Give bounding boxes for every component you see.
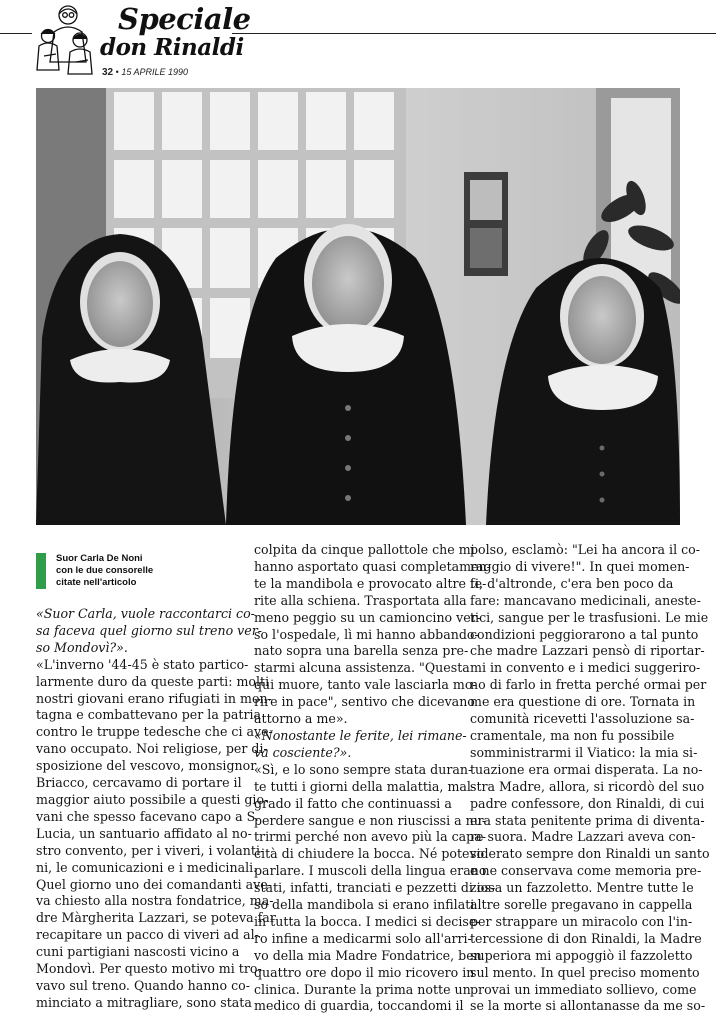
article-line: qui muore, tanto vale lasciarla mo- — [254, 677, 477, 693]
article-line: siderato sempre don Rinaldi un santo — [470, 846, 710, 862]
issue-separator: • — [115, 67, 119, 77]
article-line: ziosa un fazzoletto. Mentre tutte le — [470, 880, 694, 896]
article-line: Quel giorno uno dei comandanti ave- — [36, 876, 272, 892]
article-line: altre sorelle pregavano in cappella — [470, 897, 693, 913]
article-line: somministrarmi il Viatico: la mia si- — [470, 744, 698, 760]
article-line: e ne conservava come memoria pre- — [470, 863, 702, 879]
article-line: condizioni peggiorarono a tal punto — [470, 626, 699, 642]
article-line: stra Madre, allora, si ricordò del suo — [470, 778, 705, 794]
article-line: tercessione di don Rinaldi, la Madre — [470, 930, 702, 946]
header-rule-left — [0, 33, 32, 34]
article-line: se la morte si allontanasse da me so- — [470, 998, 706, 1014]
caption-marker — [36, 553, 46, 589]
article-line: nato sopra una barella senza pre- — [254, 643, 469, 659]
article-line: clinica. Durante la prima notte un — [254, 981, 471, 997]
article-line: vano occupato. Noi religiose, per di- — [36, 741, 268, 757]
page-number: 32 — [102, 67, 114, 78]
article-line: stro convento, per i viveri, i volanti- — [36, 842, 265, 858]
article-column-3 — [470, 542, 710, 1015]
article-line: mi in convento e i medici suggeriro- — [470, 660, 701, 676]
article-line: te tutti i giorni della malattia, mal- — [254, 778, 476, 794]
article-line: sposizione del vescovo, monsignor — [36, 758, 257, 774]
article-line: comunità ricevetti l'assoluzione sa- — [470, 711, 695, 727]
article-line: «Nonostante le ferite, lei rimane- — [254, 727, 467, 743]
article-line: cramentale, ma non fu possibile — [470, 727, 675, 743]
section-title-line2: don Rinaldi — [100, 34, 244, 61]
article-line: vo della mia Madre Fondatrice, ben — [254, 947, 482, 963]
article-line: hanno asportato quasi completamen- — [254, 558, 491, 574]
article-line: so l'ospedale, lì mi hanno abbando- — [254, 626, 479, 642]
article-line: cuni partigiani nascosti vicino a — [36, 944, 240, 960]
article-line: recapitare un pacco di viveri ad al- — [36, 927, 259, 943]
article-line: starmi alcuna assistenza. "Questa — [254, 660, 470, 676]
section-title-line1: Speciale — [118, 2, 251, 36]
article-line: in tutta la bocca. I medici si decise- — [254, 913, 481, 929]
article-line: rire in pace", sentivo che dicevano — [254, 694, 475, 710]
photo-three-nuns — [36, 88, 680, 525]
article-line: polso, esclamò: "Lei ha ancora il co- — [470, 542, 700, 557]
article-line: «Suor Carla, vuole raccontarci co- — [36, 606, 255, 621]
article-line: minciato a mitragliare, sono stata — [36, 994, 252, 1010]
article-line: «Sì, e lo sono sempre stata duran- — [254, 761, 473, 777]
issue-info — [102, 67, 188, 78]
article-line: te la mandibola e provocato altre fe- — [254, 575, 487, 591]
article-line: quattro ore dopo il mio ricovero in — [254, 964, 475, 980]
article-line: padre confessore, don Rinaldi, di cui — [470, 795, 705, 811]
article-line: cità di chiudere la bocca. Né potevo — [254, 846, 485, 862]
article-line: fare: mancavano medicinali, aneste- — [470, 592, 701, 608]
priest-with-children-logo — [32, 2, 102, 76]
article-line: Briacco, cercavamo di portare il — [36, 775, 242, 791]
article-line: larmente duro da queste parti: molti — [36, 673, 270, 689]
article-line: colpita da cinque pallottole che mi — [254, 542, 475, 557]
article-line: tici, sangue per le trasfusioni. Le mie — [470, 609, 709, 625]
article-line: sul mento. In quel preciso momento — [470, 964, 700, 980]
article-line: stati, infatti, tranciati e pezzetti di os- — [254, 880, 496, 896]
caption-line: con le due consorelle — [56, 565, 154, 576]
article-line: dre Màrgherita Lazzari, se poteva far — [36, 910, 276, 926]
article-line: tagna e combattevano per la patria — [36, 707, 262, 723]
article-line: so della mandibola si erano infilati — [254, 897, 475, 913]
issue-date: 15 APRILE 1990 — [121, 67, 189, 77]
article-line: Mondovì. Per questo motivo mi tro- — [36, 961, 262, 977]
article-column-2 — [254, 542, 496, 1015]
article-line: attorno a me». — [254, 711, 348, 727]
article-line: me era questione di ore. Tornata in — [470, 694, 696, 710]
header-rule-right — [232, 33, 716, 34]
article-line: «L'inverno '44-45 è stato partico- — [36, 656, 249, 672]
article-line: trirmi perché non avevo più la capa- — [254, 829, 486, 845]
article-line: rite alla schiena. Trasportata alla — [254, 592, 467, 608]
article-line: Lucia, un santuario affidato al no- — [36, 825, 252, 841]
article-line: provai un immediato sollievo, come — [470, 981, 697, 997]
article-line: perdere sangue e non riuscissi a nu- — [254, 812, 487, 828]
caption-line: citate nell'articolo — [56, 577, 137, 588]
article-line: meno peggio su un camioncino ver- — [254, 609, 481, 625]
article-line: va chiesto alla nostra fondatrice, ma- — [36, 893, 274, 909]
article-line: sa faceva quel giorno sul treno ver- — [36, 622, 262, 638]
article-line: vani che spesso facevano capo a S. — [36, 808, 259, 824]
article-line: va cosciente?». — [254, 744, 352, 760]
article-line: superiora mi appoggiò il fazzoletto — [470, 947, 693, 963]
article-line: vavo sul treno. Quando hanno co- — [36, 977, 250, 993]
article-line: che madre Lazzari pensò di riportar- — [470, 643, 705, 659]
article-line: raggio di vivere!". In quei momen- — [470, 558, 690, 574]
photo-caption — [56, 553, 186, 589]
article-line: tuazione era ormai disperata. La no- — [470, 761, 703, 777]
caption-line: Suor Carla De Noni — [56, 553, 143, 564]
article-line: re suora. Madre Lazzari aveva con- — [470, 829, 696, 845]
article-line: era stata penitente prima di diventa- — [470, 812, 705, 828]
article-line: medico di guardia, toccandomi il — [254, 998, 464, 1014]
article-line: so Mondovì?». — [36, 639, 128, 655]
article-column-1 — [36, 606, 276, 1012]
article-line: grado il fatto che continuassi a — [254, 795, 452, 811]
article-line: no di farlo in fretta perché ormai per — [470, 677, 707, 693]
article-line: parlare. I muscoli della lingua erano — [254, 863, 487, 879]
article-line: ni, le comunicazioni e i medicinali. — [36, 859, 258, 875]
article-line: maggior aiuto possibile a questi gio- — [36, 791, 269, 807]
article-line: contro le truppe tedesche che ci ave- — [36, 724, 273, 740]
article-line: per strappare un miracolo con l'in- — [470, 913, 693, 929]
article-line: ti, d'altronde, c'era ben poco da — [470, 575, 674, 591]
article-line: nostri giovani erano rifugiati in mon- — [36, 690, 272, 706]
article-line: ro infine a medicarmi solo all'arri- — [254, 930, 472, 946]
